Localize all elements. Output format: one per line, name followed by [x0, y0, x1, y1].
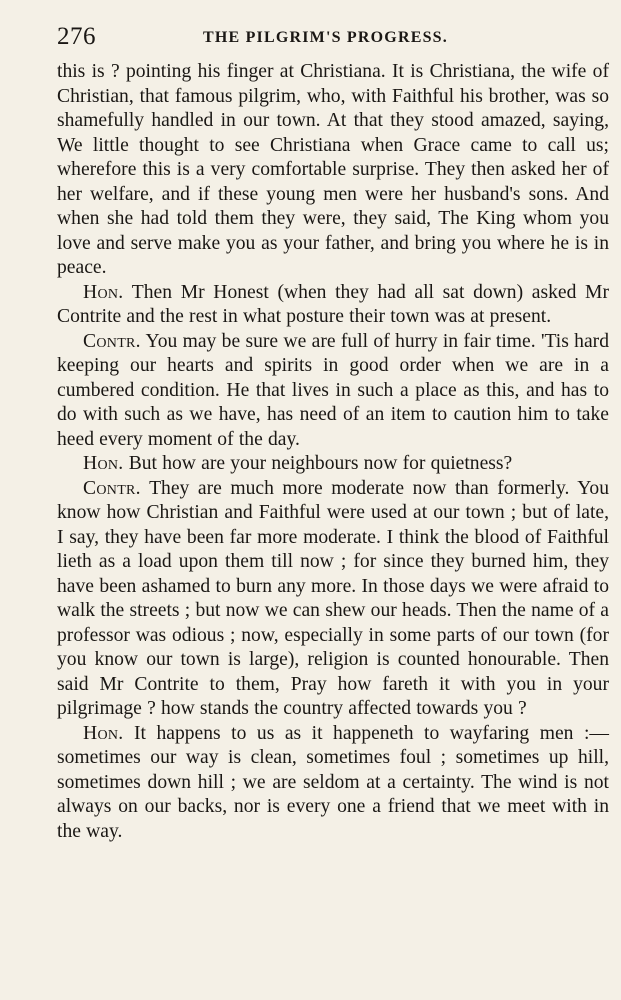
body-text	[57, 60, 609, 844]
paragraph	[57, 60, 609, 281]
paragraph	[57, 452, 609, 477]
paragraph-text: Then Mr Honest (when they had all sat down) asked Mr Contrite and the rest in what posture their town was at present.	[57, 281, 609, 327]
paragraph-text: this is ? pointing his finger at Christiana. It is Christiana, the wife of Christian, that famous pilgrim, who, with Faithful his brother, was so shamefully handled in our town. At that they stood amazed, saying, We little thought to see Christiana when Grace came to call us; wherefore this is a very comfortable surprise. They then asked her of her welfare, and if these young men were her husband's sons. And when she had told them they were, they said, The King whom you love and serve make you as your father, and bring you where he is in peace.	[57, 61, 609, 278]
paragraph	[57, 281, 609, 330]
paragraph	[57, 330, 609, 453]
page-number: 276	[57, 23, 96, 50]
running-title: THE PILGRIM'S PROGRESS.	[203, 29, 448, 46]
paragraph-text: They are much more moderate now than formerly. You know how Christian and Faithful were used at our town ; but of late, I say, they have been far more moderate. I think the blood of Faithful lieth as a load upon them till now ; for since they burned him, they have been ashamed to burn any more. In those days we were afraid to walk the streets ; but now we can shew our heads. Then the name of a professor was odious ; now, especially in some parts of our town (for you know our town is large), religion is counted honourable. Then said Mr Contrite to them, Pray how fareth it with you in your pilgrimage ? how stands the country affected towards you ?	[57, 477, 609, 719]
paragraph	[57, 477, 609, 722]
speaker-label: Contr.	[83, 330, 141, 352]
paragraph-text: It happens to us as it happeneth to wayfaring men :—sometimes our way is clean, sometimes foul ; sometimes up hill, sometimes down hill ; we are seldom at a certainty. The wind is not always on our backs, nor is every one a friend that we meet with in the way.	[57, 722, 609, 842]
speaker-label: Hon.	[83, 281, 124, 303]
paragraph-text: You may be sure we are full of hurry in fair time. 'Tis hard keeping our hearts and spirits in good order when we are in a cumbered condition. He that lives in such a place as this, and has to do with such as we have, has need of an item to caution him to take heed every moment of the day.	[57, 330, 609, 450]
speaker-label: Hon.	[83, 453, 124, 474]
speaker-label: Hon.	[83, 722, 124, 744]
paragraph	[57, 722, 609, 845]
paragraph-text: But how are your neighbours now for quietness?	[128, 453, 513, 474]
page-header	[57, 20, 609, 60]
speaker-label: Contr.	[83, 477, 141, 499]
